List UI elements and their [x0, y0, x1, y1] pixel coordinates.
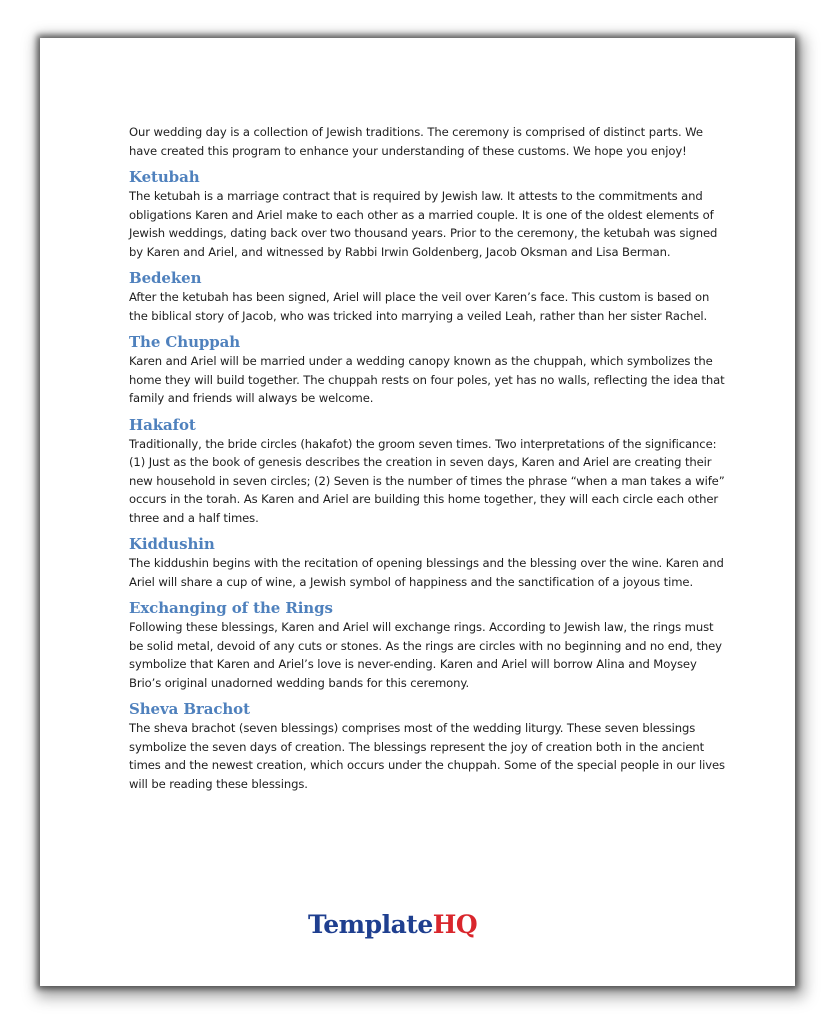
- section-heading: Bedeken: [129, 269, 202, 287]
- section-rings: [129, 598, 729, 692]
- section-body: Traditionally, the bride circles (hakafot) the groom seven times. Two interpretations of the significance: (1) Just as the book of genesis describes the creation in seven days, Karen and Ariel are creating their new household in seven circles; (2) Seven is the number of times the phrase “when a man takes a wife” occurs in the torah. As Karen and Ariel are building this home together, they will each circle each other three and a half times.: [129, 436, 725, 525]
- section-bedeken: [129, 268, 729, 325]
- section-body: Karen and Ariel will be married under a wedding canopy known as the chuppah, which symbolizes the home they will build together. The chuppah rests on four poles, yet has no walls, reflecting the idea that family and friends will always be welcome.: [129, 354, 725, 405]
- templatehq-logo: [308, 910, 477, 939]
- intro-paragraph: Our wedding day is a collection of Jewish traditions. The ceremony is comprised of distinct parts. We have created this program to enhance your understanding of these customs. We hope you enjoy!: [129, 125, 703, 158]
- section-hakafot: [129, 415, 729, 528]
- section-heading: Hakafot: [129, 415, 196, 434]
- section-ketubah: [129, 167, 729, 261]
- section-heading: Sheva Brachot: [129, 700, 250, 718]
- section-body: After the ketubah has been signed, Ariel will place the veil over Karen’s face. This custom is based on the biblical story of Jacob, who was tricked into marrying a veiled Leah, rather than her sister Rachel.: [129, 290, 710, 323]
- section-heading: Exchanging of the Rings: [129, 599, 333, 617]
- section-body: The kiddushin begins with the recitation of opening blessings and the blessing over the wine. Karen and Ariel will share a cup of wine, a Jewish symbol of happiness and the sanctification of a joyous time.: [129, 556, 724, 589]
- section-heading: The Chuppah: [129, 333, 241, 351]
- section-body: Following these blessings, Karen and Ariel will exchange rings. According to Jewish law, the rings must be solid metal, devoid of any cuts or stones. As the rings are circles with no beginning and no end, they symbolize that Karen and Ariel’s love is never-ending. Karen and Ariel will borrow Alina and Moysey Brio’s original unadorned wedding bands for this ceremony.: [129, 620, 722, 690]
- section-kiddushin: [129, 534, 729, 591]
- section-body: The ketubah is a marriage contract that is required by Jewish law. It attests to the commitments and obligations Karen and Ariel make to each other as a married couple. It is one of the oldest elements of Jewish weddings, dating back over two thousand years. Prior to the ceremony, the ketubah was signed by Karen and Ariel, and witnessed by Rabbi Irwin Goldenberg, Jacob Oksman and Lisa Berman.: [129, 189, 718, 259]
- logo-text-template: Template: [308, 910, 433, 939]
- section-sheva-brachot: [129, 699, 729, 793]
- section-heading: Ketubah: [129, 168, 200, 186]
- document-page: [40, 38, 795, 986]
- logo-text-hq: HQ: [432, 910, 478, 939]
- document-content: [129, 123, 729, 800]
- section-heading: Kiddushin: [129, 535, 215, 553]
- section-body: The sheva brachot (seven blessings) comprises most of the wedding liturgy. These seven blessings symbolize the seven days of creation. The blessings represent the joy of creation both in the ancient times and the newest creation, which occurs under the chuppah. Some of the special people in our lives will be reading these blessings.: [129, 721, 725, 791]
- section-chuppah: [129, 332, 729, 408]
